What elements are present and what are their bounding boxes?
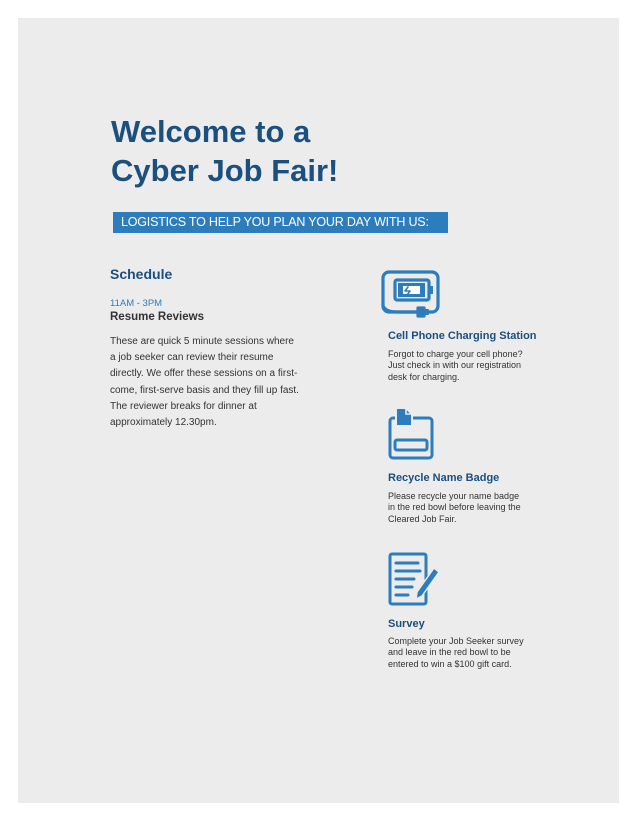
charging-card-line: desk for charging. [388,371,460,382]
resume-reviews-line: The reviewer breaks for dinner at [110,400,257,412]
survey-card-line: entered to win a $100 gift card. [388,658,512,669]
charging-card-line: Just check in with our registration [388,360,522,371]
survey-card-title: Survey [388,618,425,630]
schedule-time: 11AM - 3PM [110,298,163,309]
schedule-heading: Schedule [110,266,173,282]
resume-reviews-line: directly. We offer these sessions on a first- [110,368,298,380]
resume-reviews-text [110,334,320,431]
badge-card-text [388,491,548,525]
resume-reviews-heading: Resume Reviews [110,311,204,323]
badge-card-line: Please recycle your name badge [388,491,520,501]
name-badge-icon [382,404,446,468]
charging-card-text [388,349,548,383]
resume-reviews-line: These are quick 5 minute sessions where [110,336,294,347]
resume-reviews-line: a job seeker can review their resume [110,352,274,364]
title-line-2: Cyber Job Fair! [111,153,339,188]
title-line-1: Welcome to a [111,114,311,149]
survey-card-line: Complete your Job Seeker survey [388,636,524,646]
resume-reviews-line: come, first-serve basis and they fill up fast. [110,384,299,396]
badge-card-title: Recycle Name Badge [388,472,500,484]
phone-charging-icon [378,268,442,332]
badge-card-line: Cleared Job Fair. [388,513,457,524]
logistics-banner: LOGISTICS TO HELP YOU PLAN YOUR DAY WITH US: [113,212,448,233]
page-title [111,112,338,190]
survey-card-text [388,636,548,670]
resume-reviews-line: approximately 12.30pm. [110,417,217,429]
survey-card-line: and leave in the red bowl to be [388,647,511,658]
badge-card-line: in the red bowl before leaving the [388,502,521,513]
charging-card-title: Cell Phone Charging Station [388,330,537,342]
charging-card-line: Forgot to charge your cell phone? [388,349,523,359]
flyer-page [18,18,619,803]
survey-icon [384,550,448,614]
